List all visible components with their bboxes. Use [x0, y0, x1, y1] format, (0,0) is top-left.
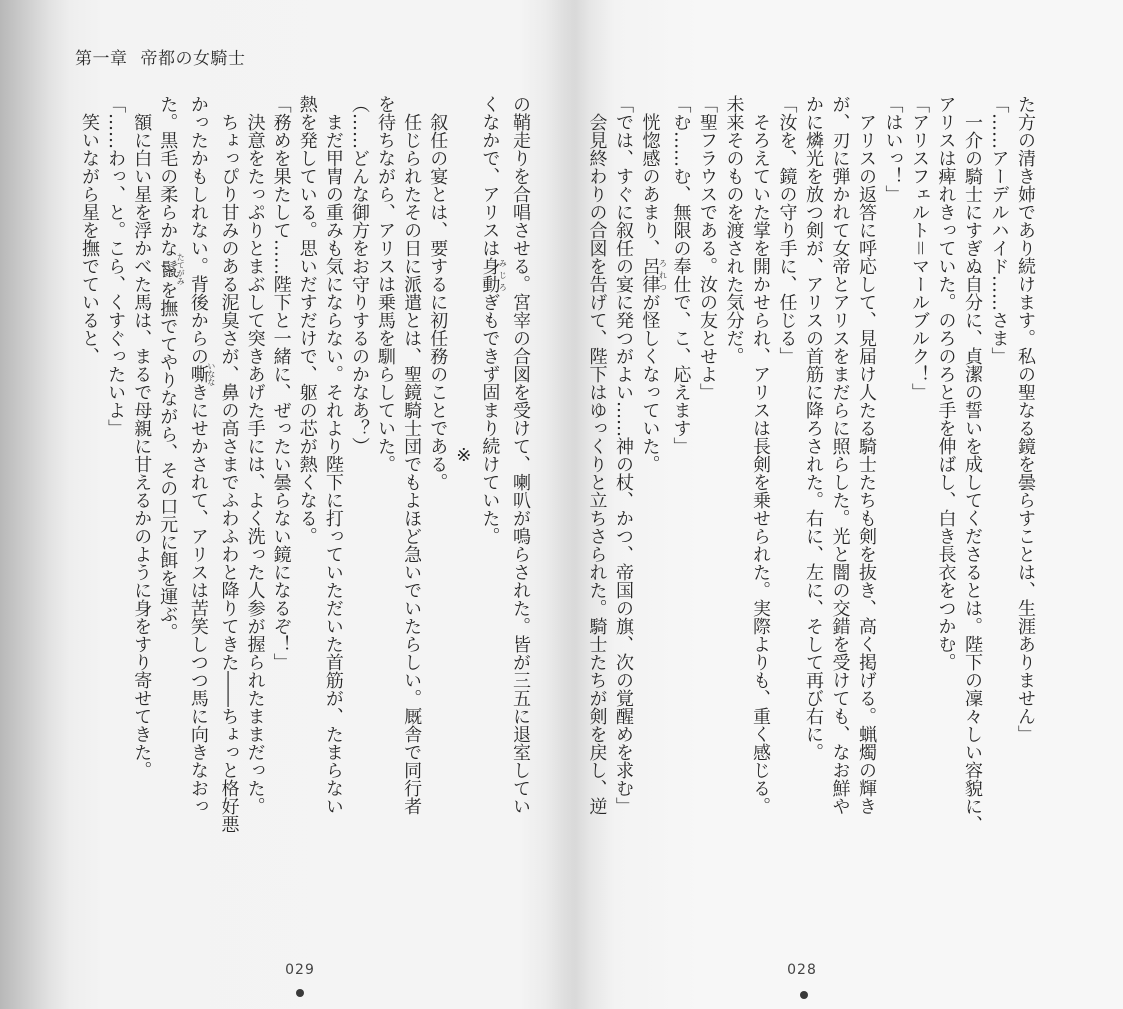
text-line: 「アリスフェルト＝マールブルク！」 [909, 95, 930, 401]
text-line: 叙任の宴とは、要するに初任務のことである。 [427, 113, 449, 491]
text-line: を待ちながら、アリスは乗馬を馴らしていた。 [375, 95, 397, 473]
text-line [476, 95, 507, 825]
text-segment: た。黒毛の柔らかな [157, 95, 179, 257]
ruby-base: 嘶 [187, 362, 209, 386]
chapter-label: 第一章 [75, 49, 128, 69]
text-line: 決意をたっぷりとまぶして突きあげた手には、よく洗った人参が握られたままだった。 [244, 113, 266, 815]
text-segment: ぎもできず固まり続けていた。 [479, 293, 501, 545]
text-segment: 恍惚感のあまり、 [639, 113, 661, 257]
text-line: 会見終わりの合図を告げて、陛下はゆっくりと立ちさられた。騎士たちが剣を戻し、逆 [586, 113, 608, 815]
text-line [154, 95, 185, 825]
text-line: そろえていた掌を開かせられ、アリスは長剣を乗せられた。実際よりも、重く感じる。 [750, 113, 771, 815]
text-line: 「……アーデルハイド……さま」 [988, 95, 1010, 365]
running-header [75, 44, 246, 69]
ruby-word [479, 257, 508, 293]
page-body-text [586, 95, 1038, 833]
page-marker-dot [800, 991, 808, 999]
page-number: 028 [787, 962, 817, 978]
text-line: 一介の騎士にすぎぬ自分に、貞潔の誓いを成してくださるとは。陛下の凜々しい容貌に、 [962, 113, 983, 833]
page-number: 029 [285, 962, 315, 978]
ruby-word [639, 257, 668, 293]
text-segment: が怪しくなっていた。 [639, 293, 661, 473]
text-line [636, 95, 667, 825]
text-line [185, 95, 216, 825]
ruby-base: 身動 [479, 257, 501, 293]
ruby-reading: みじろ [498, 257, 508, 293]
text-segment: かったかもしれない。背後からの [187, 95, 209, 365]
text-line: 任じられたその日に派遣とは、聖鏡騎士団でもよほど急いでいたらしい。厩舎で同行者 [401, 113, 423, 815]
text-line: かに燐光を放つ剣が、アリスの首筋に降ろされた。右に、左に、そして再び右に。 [803, 95, 824, 761]
ruby-word [187, 362, 216, 386]
page-body-text [79, 95, 533, 833]
page-right [565, 0, 1123, 1009]
text-line: 未来そのものを渡された気分だ。 [723, 95, 745, 365]
text-line: が、刃に弾かれて女帝とアリスをまだらに照らした。光と闇の交錯を受けても、なお鮮や [829, 95, 851, 815]
ruby-word [157, 253, 186, 285]
section-break-mark: ※ [453, 445, 475, 466]
text-line: 「聖フラウスである。汝の友とせよ」 [697, 95, 718, 401]
chapter-title: 帝都の女騎士 [140, 49, 246, 69]
ruby-base: 鬣 [157, 253, 179, 285]
text-line: まだ甲冑の重みも気にならない。それより陛下に打っていただいた首筋が、たまらない [322, 113, 344, 815]
text-line: （……どんな御方をお守りするのかなあ？） [348, 95, 370, 455]
text-segment: きにせかされて、アリスは苦笑しつつ馬に向きなおっ [187, 383, 209, 815]
text-line: アリスの返答に呼応して、見届け人たる騎士たちも剣を抜き、高く掲げる。蝋燭の輝き [856, 113, 877, 815]
text-line: 「汝を、鏡の守り手に、任じる」 [776, 95, 798, 365]
text-segment: くなかで、アリスは [479, 95, 501, 257]
text-line: 熱を発している。思いだすだけで、躯の芯が熱くなる。 [296, 95, 318, 545]
text-line: た方の清き姉であり続けます。私の聖なる鏡を曇らすことは、生涯ありません」 [1015, 95, 1036, 743]
ruby-reading: たてがみ [176, 253, 186, 285]
text-line: ちょっぴり甘みのある泥臭さが、鼻の高さまでふわふわと降りてきた――ちょっと格好悪 [218, 113, 240, 833]
text-line: の鞘走りを合唱させる。宮宰の合図を受けて、喇叭が鳴らされた。皆が三五に退室してい [510, 95, 531, 815]
text-line: 「……わっ、と。こら、くすぐったいよ」 [105, 95, 127, 437]
page-marker-dot [296, 989, 304, 997]
text-line: 額に白い星を浮かべた馬は、まるで母親に甘えるかのように身をすり寄せてきた。 [131, 113, 153, 779]
text-line: アリスは痺れきっていた。のろのろと手を伸ばし、白き長衣をつかむ。 [935, 95, 957, 671]
ruby-reading: いなな [206, 362, 216, 386]
text-line: 笑いながら星を撫でていると、 [79, 113, 100, 365]
text-line: 「では、すぐに叙任の宴に発つがよい……神の杖、かつ、帝国の旗、次の覚醒めを求む」 [613, 95, 634, 815]
text-segment: を撫でてやりながら、その口元に餌を運ぶ。 [157, 281, 179, 641]
text-line: 「務めを果たして……陛下と一緒に、ぜったい曇らない鏡になるぞ！」 [270, 95, 292, 671]
ruby-reading: ろれつ [658, 257, 668, 293]
ruby-base: 呂律 [639, 257, 661, 293]
text-line: 「はいっ！」 [882, 95, 904, 203]
text-line: 「む……む、無限の奉仕で、こ、応えます」 [670, 95, 692, 455]
